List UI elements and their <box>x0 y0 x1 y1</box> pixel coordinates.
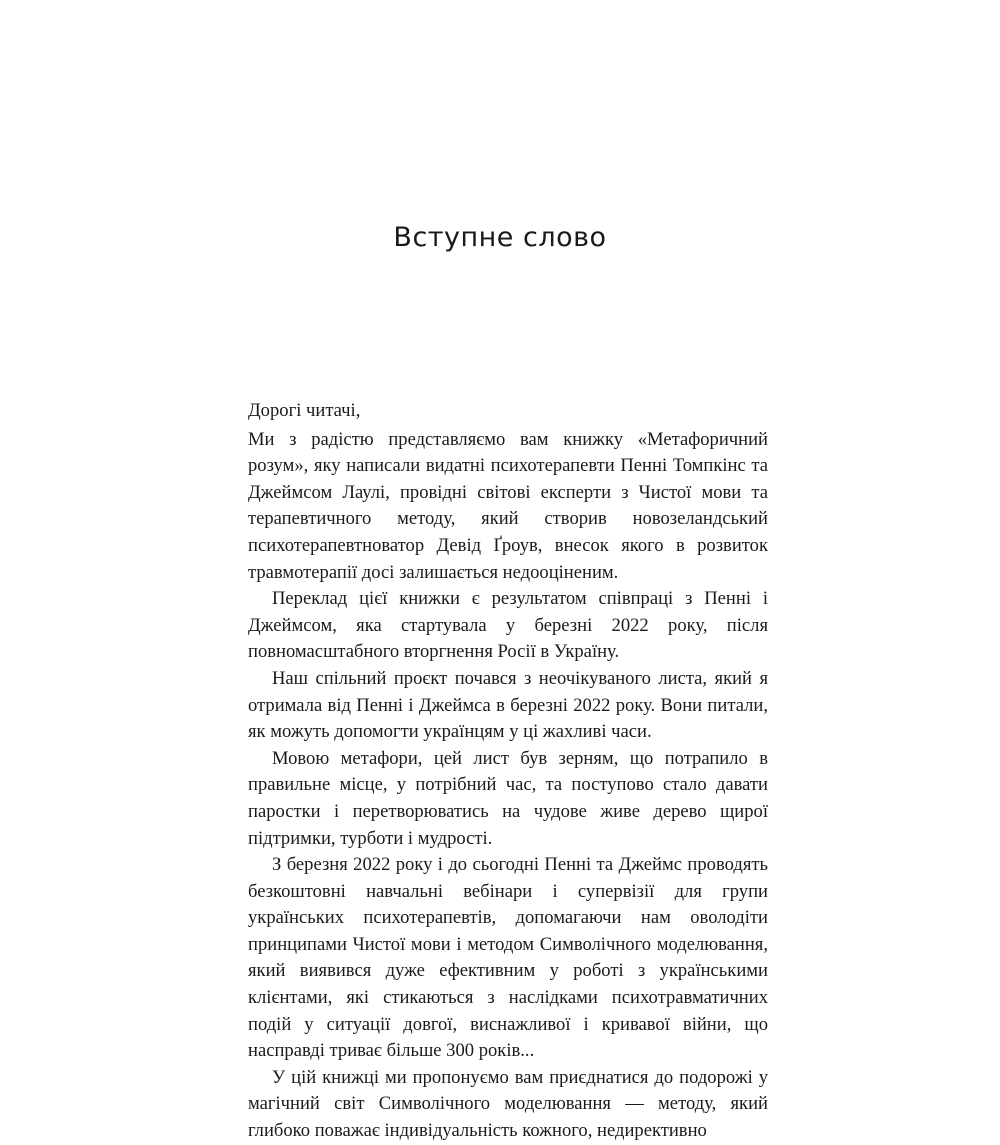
body-text <box>248 398 768 1145</box>
salutation: Дорогі читачі, <box>248 400 361 421</box>
paragraph-4: Мовою метафори, цей лист був зерням, що потрапило в правильне місце, у потрібний час, та поступово стало давати паростки і перетворюватись на чудове живе дерево щирої підтримки, турботи і мудрості. <box>248 747 768 849</box>
paragraph-5: З березня 2022 року і до сьогодні Пенні та Джеймс проводять безкоштовні навчальні вебінари і супервізії для групи українських психотерапевтів, допомагаючи нам оволодіти принципами Чистої мови і методом Символічного моделювання, який виявився дуже ефективним у роботі з українськими клієнтами, які стикаються з наслідками психотравматичних подій у ситуації довгої, виснажливої і кривавої війни, що насправді триває більше 300 років... <box>248 854 768 1062</box>
chapter-title: Вступне слово <box>393 222 607 253</box>
paragraph-3: Наш спільний проєкт почався з неочікуваного листа, який я отримала від Пенні і Джеймса в березні 2022 року. Вони питали, як можуть допомогти українцям у ці жахливі часи. <box>248 667 768 743</box>
paragraph-2: Переклад цієї книжки є результатом співпраці з Пенні і Джеймсом, яка стартувала у березні 2022 року, після повномасштабного вторгнення Росії в Україну. <box>248 588 768 663</box>
paragraph-1: Ми з радістю представляємо вам книжку «Метафоричний розум», яку написали видатні психотерапевти Пенні Томпкінс та Джеймсом Лаулі, провідні світові експерти з Чистої мови та терапевтичного методу, який створив новозеландський психотерапевтноватор Девід Ґроув, внесок якого в розвиток травмотерапії досі залишається недооціненим. <box>248 428 768 583</box>
paragraph-6: У цій книжці ми пропонуємо вам приєднатися до подорожі у магічний світ Символічного моделювання — методу, який глибоко поважає індивідуальність кожного, недирективно <box>248 1066 768 1142</box>
